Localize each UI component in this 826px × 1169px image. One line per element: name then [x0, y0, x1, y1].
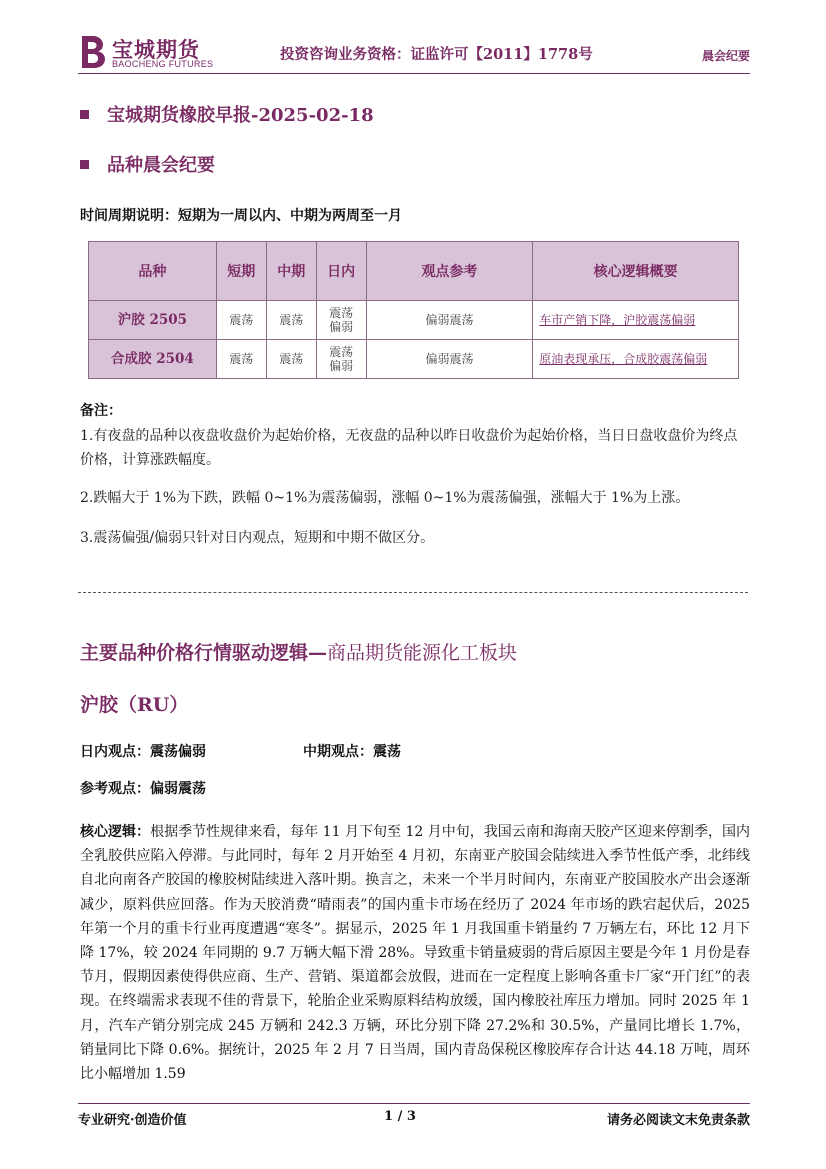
row-logic: [533, 301, 739, 340]
logic-link[interactable]: 原油表现承压，合成胶震荡偏弱: [539, 352, 708, 366]
row-product: 沪胶 2505: [89, 301, 217, 340]
disclaimer-note: 请务必阅读文末免责条款: [606, 1113, 750, 1128]
logo-text-cn: 宝城期货: [112, 38, 200, 62]
logo-mark-icon: [78, 34, 108, 70]
intraday-line-2: 偏弱: [329, 359, 354, 373]
header-mid: 中期: [266, 242, 316, 301]
row-short: 震荡: [216, 340, 266, 379]
main-title-rest: 商品期货能源化工板块: [327, 642, 518, 664]
logic-link[interactable]: 车市产销下降，沪胶震荡偏弱: [539, 313, 696, 327]
row-view: 偏弱震荡: [366, 301, 533, 340]
core-logic-label: 核心逻辑：: [80, 824, 151, 840]
remarks-title: 备注：: [80, 403, 122, 419]
view-summary: [80, 741, 401, 761]
page-header: [78, 32, 750, 74]
product-title: 沪胶（RU）: [80, 694, 189, 716]
row-intraday: [316, 301, 366, 340]
square-bullet-icon: [80, 160, 89, 169]
header-view: 观点参考: [366, 242, 533, 301]
section-title-text: 品种晨会纪要: [107, 155, 215, 176]
row-product: 合成胶 2504: [89, 340, 217, 379]
header-logic: 核心逻辑概要: [533, 242, 739, 301]
intraday-line-1: 震荡: [329, 345, 354, 359]
section-tag: 晨会纪要: [701, 49, 750, 63]
report-title-text: 宝城期货橡胶早报-2025-02-18: [107, 105, 374, 126]
table-row: [89, 340, 739, 379]
table-row: [89, 301, 739, 340]
remark-item-2: 2.跌幅大于 1%为下跌，跌幅 0~1%为震荡偏弱，涨幅 0~1%为震荡偏强，涨幅大于 1%为上涨。: [80, 490, 690, 506]
page-footer: [78, 1103, 750, 1133]
intraday-line-2: 偏弱: [329, 320, 354, 334]
footer-slogan: 专业研究·创造价值: [78, 1113, 187, 1128]
square-bullet-icon: [80, 110, 89, 119]
row-mid: 震荡: [266, 301, 316, 340]
header-short: 短期: [216, 242, 266, 301]
main-title-bold: 主要品种价格行情驱动逻辑—: [80, 642, 328, 664]
reference-view: 参考观点：偏弱震荡: [80, 781, 206, 797]
table-header-row: [89, 242, 739, 301]
remark-item-3: 3.震荡偏强/偏弱只针对日内观点，短期和中期不做区分。: [80, 530, 435, 546]
row-intraday: [316, 340, 366, 379]
section-title: [80, 151, 215, 177]
mid-view: 中期观点：震荡: [303, 744, 401, 760]
intraday-view: 日内观点：震荡偏弱: [80, 744, 206, 760]
row-logic: [533, 340, 739, 379]
header-intraday: 日内: [316, 242, 366, 301]
main-section-title: [80, 638, 517, 665]
qualification-text: 投资咨询业务资格：证监许可【2011】1778号: [280, 46, 593, 63]
header-product: 品种: [89, 242, 217, 301]
core-logic-text: 根据季节性规律来看，每年 11 月下旬至 12 月中旬，我国云南和海南天胶产区迎来停割季，国内全乳胶供应陷入停滞。与此同时，每年 2 月开始至 4 月初，东南亚产胶国会陆续进入季节性低产季，北纬线自北向南各产胶国的橡胶树陆续进入落叶期。换言之，未来一个半月时间内，东南亚产胶国胶水产出会逐渐减少，原料供应回落。作为天胶消费“晴雨表”的国内重卡市场在经历了 2024 年市场的跌宕起伏后，2025 年第一个月的重卡行业再度遭遇“寒冬”。据显示，2025 年 1 月我国重卡销量约 7 万辆左右，环比 12 月下降 17%，较 2024 年同期的 9.7 万辆大幅下滑 28%。导致重卡销量疲弱的背后原因主要是今年 1 月份是春节月，假期因素使得供应商、生产、营销、渠道都会放假，进而在一定程度上影响各重卡厂家“开门红”的表现。在终端需求表现不佳的背景下，轮胎企业采购原料结构放缓，国内橡胶社库压力增加。同时 2025 年 1 月，汽车产销分别完成 245 万辆和 242.3 万辆，环比分别下降 27.2%和 30.5%，产量同比增长 1.7%，销量同比下降 0.6%。据统计，2025 年 2 月 7 日当周，国内青岛保税区橡胶库存合计达 44.18 万吨，周环比小幅增加 1.59: [80, 824, 750, 1083]
row-view: 偏弱震荡: [366, 340, 533, 379]
core-logic: [80, 820, 750, 1086]
view-table: [88, 241, 739, 379]
remark-item-1: 1.有夜盘的品种以夜盘收盘价为起始价格，无夜盘的品种以昨日收盘价为起始价格，当日日盘收盘价为终点价格，计算涨跌幅度。: [80, 428, 738, 468]
report-title: [80, 101, 374, 127]
row-mid: 震荡: [266, 340, 316, 379]
dashed-divider: [78, 592, 748, 593]
row-short: 震荡: [216, 301, 266, 340]
period-note: 时间周期说明：短期为一周以内、中期为两周至一月: [80, 208, 402, 224]
company-logo: [78, 32, 218, 72]
intraday-line-1: 震荡: [329, 306, 354, 320]
page-number: 1 / 3: [384, 1109, 416, 1124]
logo-text-en: BAOCHENG FUTURES: [112, 59, 214, 69]
